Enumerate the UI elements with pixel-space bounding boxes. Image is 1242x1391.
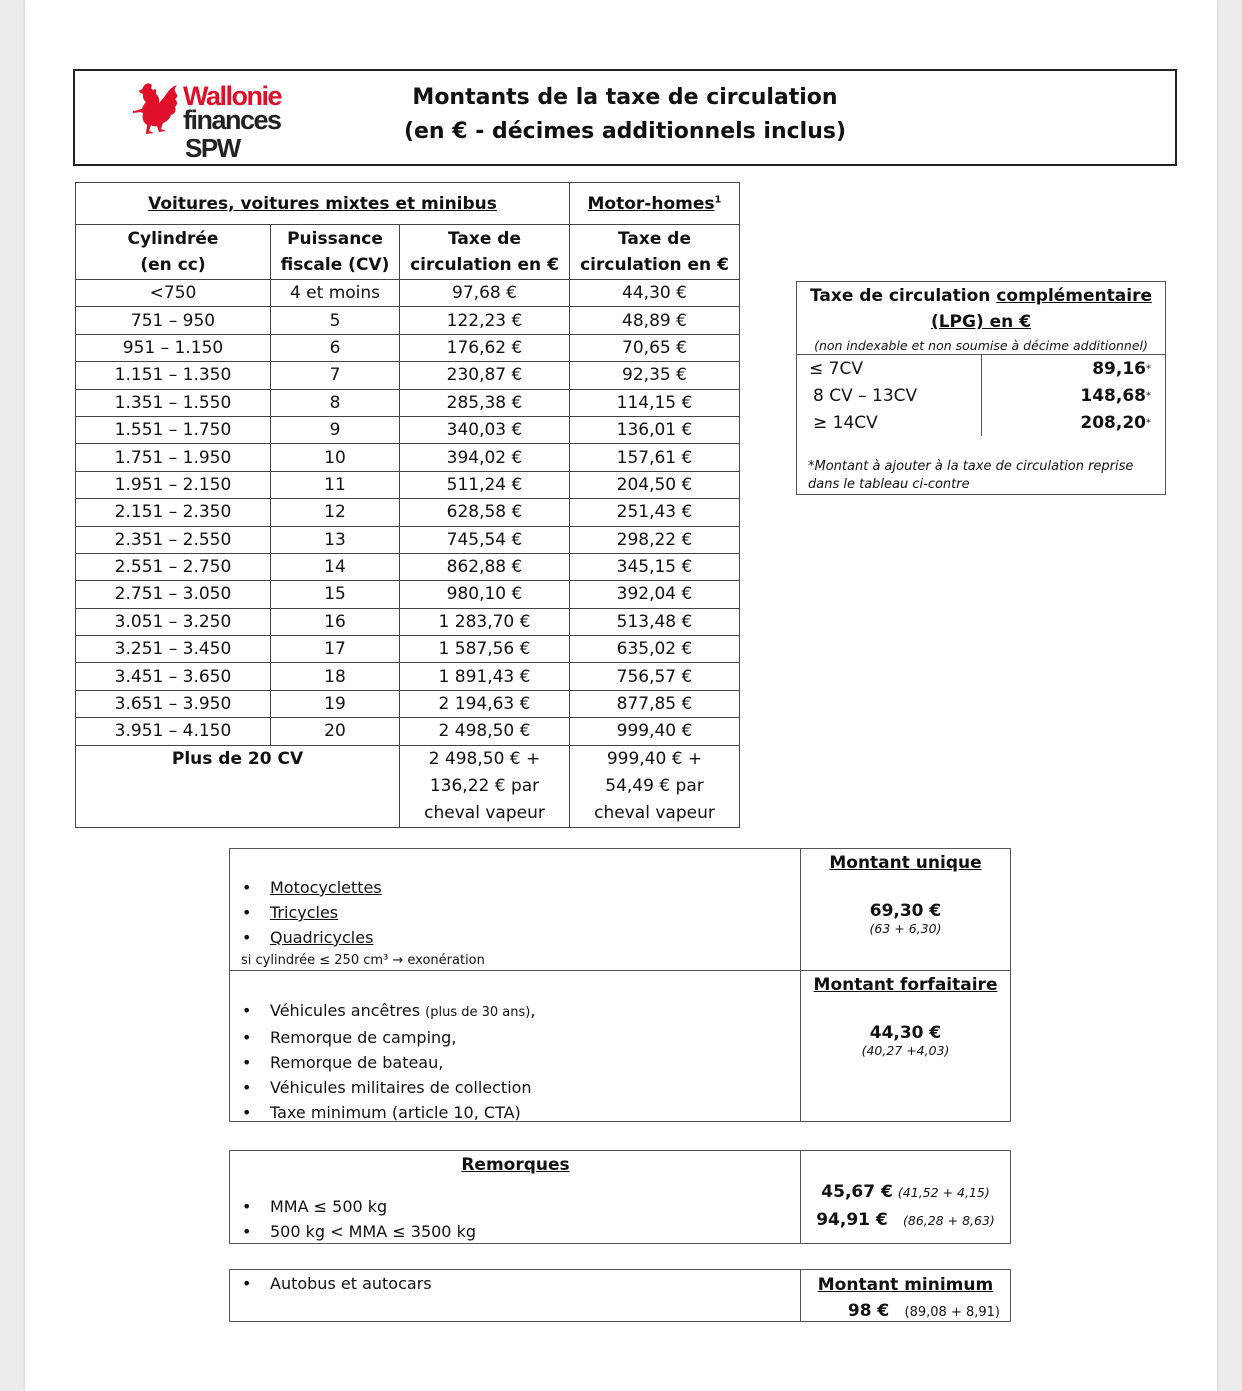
table-row (76, 499, 740, 526)
motorhome-taxe-cell: 48,89 € (570, 307, 740, 334)
motorhome-taxe-cell: 251,43 € (570, 499, 740, 526)
table-row (76, 636, 740, 663)
lpg-row-value: 208,20* (1080, 413, 1151, 433)
motorhome-taxe-cell: 70,65 € (570, 334, 740, 361)
taxe-cell: 980,10 € (400, 581, 570, 608)
col-puissance: Puissance fiscale (CV) (271, 225, 400, 280)
wallonie-finances-logo (133, 79, 303, 163)
motorhome-taxe-cell: 114,15 € (570, 389, 740, 416)
table-row (76, 718, 740, 745)
autobus-box (229, 1269, 1011, 1322)
over20-motorhome: 999,40 € + 54,49 € par cheval vapeur (570, 745, 740, 827)
list-item: • 500 kg < MMA ≤ 3500 kg (242, 1219, 476, 1244)
motorhome-taxe-cell: 92,35 € (570, 362, 740, 389)
cylindree-cell: 1.551 – 1.750 (76, 416, 271, 443)
lpg-footnote: *Montant à ajouter à la taxe de circulation reprise dans le tableau ci-contre (808, 459, 1134, 492)
cylindree-cell: 1.951 – 2.150 (76, 471, 271, 498)
lpg-title-line1: Taxe de circulation complémentaire (809, 286, 1152, 306)
motorhomes-group-header: Motor-homes$^1$ (570, 183, 740, 225)
cylindree-cell: <750 (76, 280, 271, 307)
forfait-list (242, 998, 535, 1125)
moto-exemption-note: si cylindrée ≤ 250 cm³ → exonération (241, 953, 485, 968)
taxe-cell: 230,87 € (400, 362, 570, 389)
puissance-cell: 20 (271, 718, 400, 745)
moto-forfait-box (229, 848, 1011, 1122)
cylindree-cell: 3.251 – 3.450 (76, 636, 271, 663)
table-row (76, 362, 740, 389)
puissance-cell: 13 (271, 526, 400, 553)
taxe-cell: 862,88 € (400, 553, 570, 580)
table-row (76, 280, 740, 307)
motorhome-taxe-cell: 204,50 € (570, 471, 740, 498)
page-title (375, 81, 875, 149)
lpg-row-label: 8 CV – 13CV (813, 386, 918, 406)
autobus-amount-cell: Montant minimum 98 € (89,08 + 8,91) (817, 1275, 1000, 1321)
puissance-cell: 17 (271, 636, 400, 663)
motorhome-taxe-cell: 756,57 € (570, 663, 740, 690)
lpg-supplement-box (796, 281, 1166, 495)
lpg-row-label: ≥ 14CV (813, 413, 878, 433)
motorhome-taxe-cell: 136,01 € (570, 416, 740, 443)
table-row (76, 471, 740, 498)
list-item: • Véhicules militaires de collection (242, 1075, 535, 1100)
cars-group-header: Voitures, voitures mixtes et minibus (76, 183, 570, 225)
motorhome-taxe-cell: 513,48 € (570, 608, 740, 635)
tax-table (75, 182, 740, 828)
motorhome-taxe-cell: 157,61 € (570, 444, 740, 471)
taxe-cell: 122,23 € (400, 307, 570, 334)
col-cylindree: Cylindrée (en cc) (76, 225, 271, 280)
cylindree-cell: 3.451 – 3.650 (76, 663, 271, 690)
taxe-cell: 2 498,50 € (400, 718, 570, 745)
logo-wallonie: Wallonie (183, 81, 282, 111)
forfait-amount-cell: Montant forfaitaire 44,30 € (40,27 +4,03) (813, 975, 998, 1058)
title-line-2: (en € - décimes additionnels inclus) (403, 119, 847, 144)
list-item: • Autobus et autocars (242, 1271, 432, 1296)
taxe-cell: 1 283,70 € (400, 608, 570, 635)
col-motorhome-taxe: Taxe de circulation en € (570, 225, 740, 280)
table-row (76, 307, 740, 334)
puissance-cell: 9 (271, 416, 400, 443)
taxe-cell: 1 587,56 € (400, 636, 570, 663)
cylindree-cell: 1.351 – 1.550 (76, 389, 271, 416)
table-row (76, 690, 740, 717)
table-row (76, 553, 740, 580)
document-header (73, 69, 1177, 166)
taxe-cell: 745,54 € (400, 526, 570, 553)
over-20cv-row (76, 745, 740, 827)
cylindree-cell: 951 – 1.150 (76, 334, 271, 361)
puissance-cell: 16 (271, 608, 400, 635)
table-row (76, 444, 740, 471)
puissance-cell: 11 (271, 471, 400, 498)
remorques-amount-cell: 45,67 € (41,52 + 4,15) 94,91 € (86,28 + 8,63) (816, 1182, 995, 1230)
taxe-cell: 1 891,43 € (400, 663, 570, 690)
taxe-cell: 511,24 € (400, 471, 570, 498)
puissance-cell: 14 (271, 553, 400, 580)
cylindree-cell: 2.751 – 3.050 (76, 581, 271, 608)
list-item: • Véhicules ancêtres (plus de 30 ans), (242, 998, 535, 1025)
logo-finances: finances (183, 105, 281, 135)
lpg-row-value: 148,68* (1080, 386, 1151, 406)
table-row (76, 581, 740, 608)
puissance-cell: 6 (271, 334, 400, 361)
list-item: • Remorque de bateau, (242, 1050, 535, 1075)
puissance-cell: 18 (271, 663, 400, 690)
over20-tax: 2 498,50 € + 136,22 € par cheval vapeur (400, 745, 570, 827)
motorhome-taxe-cell: 999,40 € (570, 718, 740, 745)
list-item: • Quadricycles (242, 925, 382, 950)
puissance-cell: 19 (271, 690, 400, 717)
remorques-list (242, 1194, 476, 1244)
cylindree-cell: 2.151 – 2.350 (76, 499, 271, 526)
cylindree-cell: 2.551 – 2.750 (76, 553, 271, 580)
rooster-icon (133, 81, 181, 137)
lpg-row-label: ≤ 7CV (809, 359, 863, 379)
title-line-1: Montants de la taxe de circulation (412, 85, 838, 110)
list-item: • Tricycles (242, 900, 382, 925)
motorhome-taxe-cell: 392,04 € (570, 581, 740, 608)
taxe-cell: 97,68 € (400, 280, 570, 307)
col-taxe: Taxe de circulation en € (400, 225, 570, 280)
puissance-cell: 12 (271, 499, 400, 526)
motorhome-taxe-cell: 44,30 € (570, 280, 740, 307)
table-row (76, 416, 740, 443)
cylindree-cell: 3.951 – 4.150 (76, 718, 271, 745)
taxe-cell: 394,02 € (400, 444, 570, 471)
remorques-box (229, 1150, 1011, 1244)
cylindree-cell: 3.051 – 3.250 (76, 608, 271, 635)
lpg-row-value: 89,16* (1092, 359, 1151, 379)
logo-spw: SPW (185, 133, 240, 163)
table-row (76, 526, 740, 553)
motorhome-taxe-cell: 877,85 € (570, 690, 740, 717)
cylindree-cell: 2.351 – 2.550 (76, 526, 271, 553)
list-item: • Remorque de camping, (242, 1025, 535, 1050)
motorhome-taxe-cell: 298,22 € (570, 526, 740, 553)
list-item: • Taxe minimum (article 10, CTA) (242, 1100, 535, 1125)
puissance-cell: 5 (271, 307, 400, 334)
table-row (76, 389, 740, 416)
list-item: • Motocyclettes (242, 875, 382, 900)
puissance-cell: 7 (271, 362, 400, 389)
cylindree-cell: 1.751 – 1.950 (76, 444, 271, 471)
taxe-cell: 340,03 € (400, 416, 570, 443)
cylindree-cell: 751 – 950 (76, 307, 271, 334)
list-item: • MMA ≤ 500 kg (242, 1194, 476, 1219)
puissance-cell: 10 (271, 444, 400, 471)
taxe-cell: 285,38 € (400, 389, 570, 416)
cylindree-cell: 3.651 – 3.950 (76, 690, 271, 717)
lpg-subtitle: (non indexable et non soumise à décime additionnel) (814, 338, 1148, 353)
puissance-cell: 15 (271, 581, 400, 608)
autobus-list (242, 1271, 432, 1296)
lpg-title-line2: (LPG) en € (930, 312, 1032, 332)
table-row (76, 334, 740, 361)
taxe-cell: 628,58 € (400, 499, 570, 526)
puissance-cell: 8 (271, 389, 400, 416)
motorhome-taxe-cell: 635,02 € (570, 636, 740, 663)
table-row (76, 663, 740, 690)
cylindree-cell: 1.151 – 1.350 (76, 362, 271, 389)
motorhome-taxe-cell: 345,15 € (570, 553, 740, 580)
table-row (76, 608, 740, 635)
over20-label: Plus de 20 CV (76, 745, 400, 827)
moto-amount-cell: Montant unique 69,30 € (63 + 6,30) (829, 853, 982, 936)
remorques-heading: Remorques (461, 1155, 570, 1175)
moto-list (242, 875, 382, 950)
taxe-cell: 2 194,63 € (400, 690, 570, 717)
taxe-cell: 176,62 € (400, 334, 570, 361)
puissance-cell: 4 et moins (271, 280, 400, 307)
